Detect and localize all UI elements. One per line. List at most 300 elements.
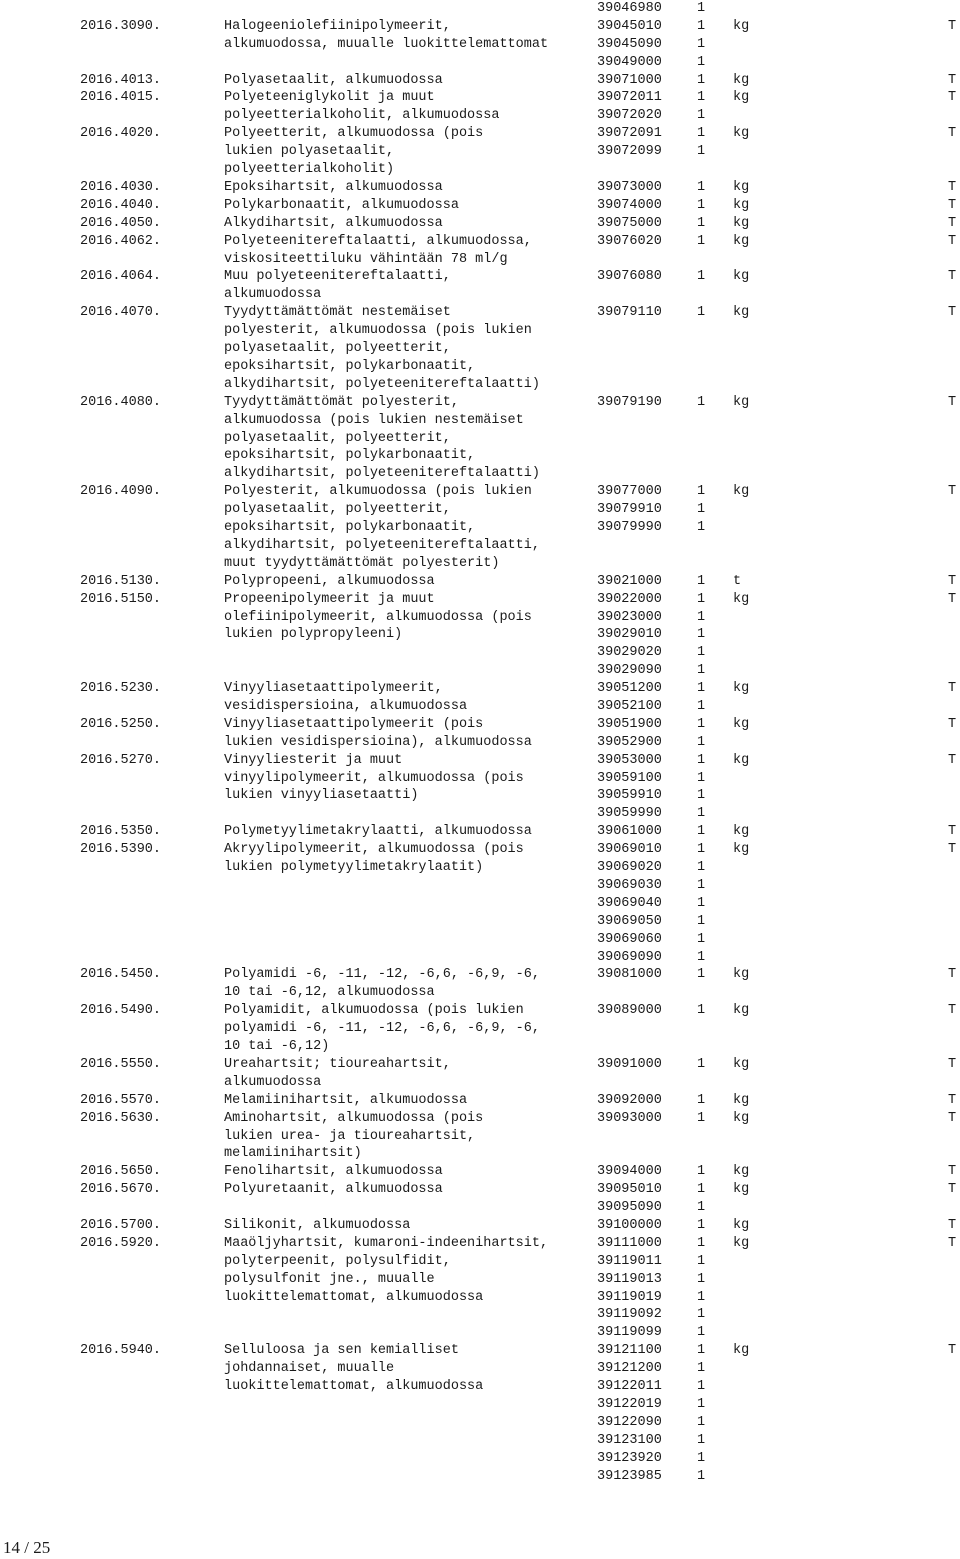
quantity-value: 1 bbox=[697, 967, 706, 983]
cn-codes-line: 39111000 bbox=[597, 1235, 662, 1251]
table-row bbox=[0, 752, 960, 824]
cn-codes-line: 39069090 bbox=[597, 949, 662, 965]
table-row bbox=[0, 268, 960, 304]
cn-codes bbox=[597, 1002, 662, 1020]
cn-codes-line: 39122090 bbox=[597, 1414, 662, 1430]
cn-codes-line: 39059990 bbox=[597, 806, 662, 822]
quantity-value: 1 bbox=[697, 1289, 706, 1305]
quantity-column bbox=[697, 1217, 705, 1235]
table-row bbox=[0, 0, 960, 18]
product-description bbox=[224, 1342, 483, 1396]
cn-codes-line: 39069020 bbox=[597, 860, 662, 876]
unit: t bbox=[733, 573, 742, 589]
cn-codes-line: 39073000 bbox=[597, 179, 662, 195]
product-code: 2016.4030. bbox=[80, 179, 162, 195]
product-code: 2016.5570. bbox=[80, 1092, 162, 1108]
cn-codes bbox=[597, 483, 662, 537]
quantity-column bbox=[697, 304, 705, 322]
product-code: 2016.5630. bbox=[80, 1110, 162, 1126]
product-code: 2016.4064. bbox=[80, 269, 162, 285]
type-flag: T bbox=[948, 752, 957, 768]
quantity-value: 1 bbox=[697, 645, 706, 661]
product-description-line: Melamiinihartsit, alkumuodossa bbox=[224, 1092, 468, 1108]
table-row bbox=[0, 483, 960, 573]
cn-codes bbox=[597, 1235, 662, 1342]
table-row bbox=[0, 823, 960, 841]
product-description-line: polyasetaalit, polyeetterit, bbox=[224, 341, 451, 356]
product-description bbox=[224, 268, 451, 304]
type-flag: T bbox=[948, 842, 957, 858]
product-description-line: Alkydihartsit, alkumuodossa bbox=[224, 215, 443, 231]
quantity-value: 1 bbox=[697, 1414, 706, 1430]
unit: kg bbox=[733, 90, 750, 106]
cn-codes-line: 39022000 bbox=[597, 591, 662, 607]
quantity-column bbox=[697, 483, 705, 537]
product-description-line: Akryylipolymeerit, alkumuodossa (pois bbox=[224, 842, 524, 858]
cn-codes bbox=[597, 215, 662, 233]
quantity-column bbox=[697, 233, 705, 251]
quantity-value: 1 bbox=[697, 860, 706, 876]
type-flag: T bbox=[948, 1182, 957, 1198]
cn-codes bbox=[597, 591, 662, 680]
product-description-line: vesidispersioina, alkumuodossa bbox=[224, 699, 468, 714]
table-row bbox=[0, 680, 960, 716]
product-description-line: lukien polyasetaalit, bbox=[224, 144, 395, 160]
product-description-line: epoksihartsit, polykarbonaatit, bbox=[224, 520, 476, 535]
table-row bbox=[0, 215, 960, 233]
product-description-line: Maaöljyhartsit, kumaroni-indeenihartsit, bbox=[224, 1235, 549, 1251]
cn-codes-line: 39093000 bbox=[597, 1110, 662, 1126]
product-code: 2016.3090. bbox=[80, 18, 162, 34]
type-flag: T bbox=[948, 215, 957, 231]
quantity-value: 1 bbox=[697, 233, 706, 249]
quantity-value: 1 bbox=[697, 1056, 706, 1072]
product-description bbox=[224, 966, 540, 1002]
type-flag: T bbox=[948, 1218, 957, 1234]
unit: kg bbox=[733, 1343, 750, 1359]
unit: kg bbox=[733, 1235, 750, 1251]
product-description-line: lukien vinyyliasetaatti) bbox=[224, 788, 419, 804]
quantity-column bbox=[697, 215, 705, 233]
product-description bbox=[224, 89, 499, 125]
cn-codes bbox=[597, 304, 662, 322]
cn-codes-line: 39079990 bbox=[597, 520, 662, 535]
product-description-line: Ureahartsit; tioureahartsit, bbox=[224, 1056, 451, 1072]
type-flag: T bbox=[948, 197, 957, 213]
product-code: 2016.4080. bbox=[80, 394, 162, 410]
cn-codes-line: 39095010 bbox=[597, 1182, 662, 1198]
quantity-value: 1 bbox=[697, 1218, 706, 1234]
cn-codes-line: 39071000 bbox=[597, 72, 662, 88]
cn-codes-line: 39121200 bbox=[597, 1361, 662, 1377]
quantity-value: 1 bbox=[697, 1253, 706, 1269]
product-code: 2016.5150. bbox=[80, 591, 162, 607]
cn-codes bbox=[597, 1110, 662, 1128]
product-description-line: olefiinipolymeerit, alkumuodossa (pois bbox=[224, 609, 532, 625]
product-description-line: epoksihartsit, polykarbonaatit, bbox=[224, 358, 476, 374]
quantity-column bbox=[697, 0, 705, 18]
quantity-value: 1 bbox=[697, 520, 706, 535]
cn-codes-line: 39074000 bbox=[597, 197, 662, 213]
cn-codes bbox=[597, 394, 662, 412]
unit: kg bbox=[733, 1164, 750, 1180]
product-description bbox=[224, 18, 548, 54]
cn-codes-line: 39077000 bbox=[597, 484, 662, 500]
cn-codes bbox=[597, 125, 662, 161]
product-description bbox=[224, 1235, 548, 1307]
table-row bbox=[0, 72, 960, 90]
quantity-value: 1 bbox=[697, 1432, 706, 1448]
quantity-value: 1 bbox=[697, 1271, 706, 1287]
cn-codes bbox=[597, 18, 662, 72]
product-description-line: Polymetyylimetakrylaatti, alkumuodossa bbox=[224, 824, 532, 840]
quantity-column bbox=[697, 823, 705, 841]
product-description-line: Vinyyliasetaattipolymeerit (pois bbox=[224, 716, 484, 732]
quantity-value: 1 bbox=[697, 215, 706, 231]
quantity-value: 1 bbox=[697, 824, 706, 840]
product-description-line: alkumuodossa, muualle luokittelemattomat bbox=[224, 36, 549, 52]
quantity-value: 1 bbox=[697, 573, 706, 589]
product-description-line: Polyeteeniglykolit ja muut bbox=[224, 90, 435, 106]
table-row bbox=[0, 841, 960, 966]
unit: kg bbox=[733, 967, 750, 983]
quantity-column bbox=[697, 752, 705, 824]
quantity-value: 1 bbox=[697, 1164, 706, 1180]
product-code: 2016.5130. bbox=[80, 573, 162, 589]
cn-codes-line: 39100000 bbox=[597, 1218, 662, 1234]
product-code: 2016.4040. bbox=[80, 197, 162, 213]
cn-codes bbox=[597, 752, 662, 824]
quantity-value: 1 bbox=[697, 877, 706, 893]
page-number: 14 / 25 bbox=[3, 1538, 51, 1557]
product-description-line: Aminohartsit, alkumuodossa (pois bbox=[224, 1110, 484, 1126]
product-description-line: melamiinihartsit) bbox=[224, 1146, 362, 1162]
quantity-value: 1 bbox=[697, 269, 706, 285]
cn-codes bbox=[597, 1163, 662, 1181]
quantity-column bbox=[697, 573, 705, 591]
cn-codes-line: 39095090 bbox=[597, 1200, 662, 1216]
product-description bbox=[224, 179, 443, 197]
cn-codes bbox=[597, 72, 662, 90]
unit: kg bbox=[733, 591, 750, 607]
product-code: 2016.5390. bbox=[80, 842, 162, 858]
quantity-value: 1 bbox=[697, 484, 706, 500]
quantity-column bbox=[697, 966, 705, 984]
table-row bbox=[0, 1092, 960, 1110]
quantity-value: 1 bbox=[697, 949, 706, 965]
product-description-line: vinyylipolymeerit, alkumuodossa (pois bbox=[224, 770, 524, 786]
quantity-value: 1 bbox=[697, 1307, 706, 1323]
product-description bbox=[224, 483, 540, 572]
product-description-line: polyeetterialkoholit, alkumuodossa bbox=[224, 108, 500, 124]
type-flag: T bbox=[948, 305, 957, 321]
product-description-line: Polyasetaalit, alkumuodossa bbox=[224, 72, 443, 88]
quantity-value: 1 bbox=[697, 752, 706, 768]
type-flag: T bbox=[948, 1003, 957, 1019]
cn-codes-line: 39123100 bbox=[597, 1432, 662, 1448]
cn-codes-line: 39091000 bbox=[597, 1056, 662, 1072]
product-code: 2016.4050. bbox=[80, 215, 162, 231]
quantity-value: 1 bbox=[697, 108, 706, 124]
table-row bbox=[0, 573, 960, 591]
type-flag: T bbox=[948, 716, 957, 732]
product-code: 2016.5490. bbox=[80, 1003, 162, 1019]
quantity-value: 1 bbox=[697, 1450, 706, 1466]
cn-codes-line: 39069010 bbox=[597, 842, 662, 858]
quantity-value: 1 bbox=[697, 609, 706, 625]
unit: kg bbox=[733, 1003, 750, 1019]
quantity-value: 1 bbox=[697, 1379, 706, 1395]
product-description-line: polyasetaalit, polyeetterit, bbox=[224, 430, 451, 446]
quantity-column bbox=[697, 268, 705, 286]
product-description bbox=[224, 1056, 451, 1092]
unit: kg bbox=[733, 215, 750, 231]
cn-codes-line: 39061000 bbox=[597, 824, 662, 840]
product-code: 2016.5450. bbox=[80, 967, 162, 983]
quantity-value: 1 bbox=[697, 144, 706, 160]
cn-codes bbox=[597, 1342, 662, 1485]
product-description-line: lukien vesidispersioina), alkumuodossa bbox=[224, 734, 532, 750]
cn-codes-line: 39076080 bbox=[597, 269, 662, 285]
product-description-line: luokittelemattomat, alkumuodossa bbox=[224, 1379, 484, 1395]
type-flag: T bbox=[948, 1164, 957, 1180]
quantity-value: 1 bbox=[697, 681, 706, 697]
quantity-column bbox=[697, 591, 705, 680]
product-description bbox=[224, 752, 524, 806]
product-description bbox=[224, 125, 483, 179]
product-description bbox=[224, 573, 435, 591]
cn-codes bbox=[597, 573, 662, 591]
cn-codes-line: 39052100 bbox=[597, 699, 662, 714]
cn-codes-line: 39052900 bbox=[597, 734, 662, 750]
product-description bbox=[224, 1217, 410, 1235]
product-description-line: johdannaiset, muualle bbox=[224, 1361, 395, 1377]
quantity-value: 1 bbox=[697, 1200, 706, 1216]
table-row bbox=[0, 18, 960, 72]
quantity-value: 1 bbox=[697, 1343, 706, 1359]
product-description-line: Polyesterit, alkumuodossa (pois lukien bbox=[224, 484, 532, 500]
product-description bbox=[224, 823, 532, 841]
cn-codes-line: 39079110 bbox=[597, 305, 662, 321]
cn-codes-line: 39069060 bbox=[597, 931, 662, 947]
table-row bbox=[0, 716, 960, 752]
quantity-value: 1 bbox=[697, 18, 706, 34]
cn-codes-line: 39072091 bbox=[597, 126, 662, 142]
table-row bbox=[0, 1217, 960, 1235]
unit: kg bbox=[733, 1092, 750, 1108]
cn-codes-line: 39046980 bbox=[597, 1, 662, 16]
type-flag: T bbox=[948, 1235, 957, 1251]
product-description-line: lukien urea- ja tioureahartsit, bbox=[224, 1128, 476, 1144]
quantity-value: 1 bbox=[697, 72, 706, 88]
cn-codes-line: 39069050 bbox=[597, 913, 662, 929]
unit: kg bbox=[733, 233, 750, 249]
cn-codes-line: 39059100 bbox=[597, 770, 662, 786]
cn-codes bbox=[597, 966, 662, 984]
cn-codes-line: 39029020 bbox=[597, 645, 662, 661]
cn-codes-line: 39094000 bbox=[597, 1164, 662, 1180]
product-code: 2016.4062. bbox=[80, 233, 162, 249]
cn-codes-line: 39079910 bbox=[597, 502, 662, 518]
cn-codes-line: 39119092 bbox=[597, 1307, 662, 1323]
cn-codes bbox=[597, 680, 662, 716]
type-flag: T bbox=[948, 179, 957, 195]
product-description-line: alkydihartsit, polyeteenitereftalaatti) bbox=[224, 376, 540, 392]
table-row bbox=[0, 197, 960, 215]
type-flag: T bbox=[948, 18, 957, 34]
quantity-value: 1 bbox=[697, 502, 706, 518]
product-description-line: epoksihartsit, polykarbonaatit, bbox=[224, 448, 476, 464]
product-description-line: polyasetaalit, polyeetterit, bbox=[224, 502, 451, 518]
cn-codes-line: 39079190 bbox=[597, 394, 662, 410]
product-description-line: viskositeettiluku vähintään 78 ml/g bbox=[224, 251, 508, 267]
unit: kg bbox=[733, 681, 750, 697]
cn-codes bbox=[597, 1092, 662, 1110]
quantity-column bbox=[697, 72, 705, 90]
product-description-line: Epoksihartsit, alkumuodossa bbox=[224, 179, 443, 195]
product-description-line: 10 tai -6,12) bbox=[224, 1039, 330, 1055]
product-code: 2016.5650. bbox=[80, 1164, 162, 1180]
product-description bbox=[224, 1002, 540, 1056]
quantity-column bbox=[697, 1002, 705, 1020]
quantity-value: 1 bbox=[697, 1, 706, 16]
product-code: 2016.5700. bbox=[80, 1218, 162, 1234]
product-description-line: 10 tai -6,12, alkumuodossa bbox=[224, 985, 435, 1001]
unit: kg bbox=[733, 269, 750, 285]
cn-codes-line: 39053000 bbox=[597, 752, 662, 768]
cn-codes bbox=[597, 0, 662, 18]
quantity-value: 1 bbox=[697, 842, 706, 858]
cn-codes-line: 39072011 bbox=[597, 90, 662, 106]
quantity-value: 1 bbox=[697, 788, 706, 804]
product-description-line: polysulfonit jne., muualle bbox=[224, 1271, 435, 1287]
product-code: 2016.4015. bbox=[80, 90, 162, 106]
product-description-line: Fenolihartsit, alkumuodossa bbox=[224, 1164, 443, 1180]
table-row bbox=[0, 233, 960, 269]
product-description-line: Vinyyliesterit ja muut bbox=[224, 752, 403, 768]
quantity-value: 1 bbox=[697, 734, 706, 750]
quantity-value: 1 bbox=[697, 627, 706, 643]
cn-codes-line: 39089000 bbox=[597, 1003, 662, 1019]
type-flag: T bbox=[948, 72, 957, 88]
table-row bbox=[0, 1342, 960, 1485]
cn-codes-line: 39069030 bbox=[597, 877, 662, 893]
product-description-line: Selluloosa ja sen kemialliset bbox=[224, 1343, 459, 1359]
quantity-column bbox=[697, 394, 705, 412]
cn-codes-line: 39123920 bbox=[597, 1450, 662, 1466]
cn-codes-line: 39121100 bbox=[597, 1343, 662, 1359]
quantity-value: 1 bbox=[697, 1092, 706, 1108]
quantity-value: 1 bbox=[697, 197, 706, 213]
unit: kg bbox=[733, 824, 750, 840]
type-flag: T bbox=[948, 126, 957, 142]
product-description-line: Polyamidit, alkumuodossa (pois lukien bbox=[224, 1003, 524, 1019]
product-code: 2016.4013. bbox=[80, 72, 162, 88]
cn-codes-line: 39119013 bbox=[597, 1271, 662, 1287]
quantity-value: 1 bbox=[697, 126, 706, 142]
product-description bbox=[224, 1181, 443, 1199]
type-flag: T bbox=[948, 1343, 957, 1359]
product-description-line: polyeetterialkoholit) bbox=[224, 162, 395, 178]
product-description bbox=[224, 1163, 443, 1181]
unit: kg bbox=[733, 716, 750, 732]
product-code: 2016.5350. bbox=[80, 824, 162, 840]
cn-codes-line: 39119019 bbox=[597, 1289, 662, 1305]
cn-codes bbox=[597, 197, 662, 215]
table-row bbox=[0, 394, 960, 484]
table-row bbox=[0, 1002, 960, 1056]
quantity-value: 1 bbox=[697, 770, 706, 786]
product-description-line: Tyydyttämättömät nestemäiset bbox=[224, 305, 451, 321]
quantity-column bbox=[697, 197, 705, 215]
cn-codes-line: 39069040 bbox=[597, 895, 662, 911]
unit: kg bbox=[733, 1056, 750, 1072]
quantity-value: 1 bbox=[697, 1468, 706, 1484]
unit: kg bbox=[733, 126, 750, 142]
product-description bbox=[224, 591, 532, 645]
cn-codes-line: 39119011 bbox=[597, 1253, 662, 1269]
cn-codes-line: 39029010 bbox=[597, 627, 662, 643]
unit: kg bbox=[733, 752, 750, 768]
unit: kg bbox=[733, 842, 750, 858]
quantity-column bbox=[697, 125, 705, 161]
quantity-value: 1 bbox=[697, 716, 706, 732]
cn-codes-line: 39122011 bbox=[597, 1379, 662, 1395]
quantity-value: 1 bbox=[697, 699, 706, 714]
table-row bbox=[0, 1110, 960, 1164]
product-description bbox=[224, 716, 532, 752]
cn-codes-line: 39049000 bbox=[597, 54, 662, 70]
type-flag: T bbox=[948, 90, 957, 106]
quantity-value: 1 bbox=[697, 90, 706, 106]
product-description-line: lukien polypropyleeni) bbox=[224, 627, 403, 643]
cn-codes bbox=[597, 89, 662, 125]
quantity-value: 1 bbox=[697, 1361, 706, 1377]
quantity-value: 1 bbox=[697, 1235, 706, 1251]
quantity-value: 1 bbox=[697, 305, 706, 321]
cn-codes bbox=[597, 233, 662, 251]
product-description bbox=[224, 680, 467, 716]
quantity-column bbox=[697, 1110, 705, 1128]
type-flag: T bbox=[948, 967, 957, 983]
product-description-line: Polyamidi -6, -11, -12, -6,6, -6,9, -6, bbox=[224, 967, 540, 983]
product-code: 2016.4090. bbox=[80, 484, 162, 500]
cn-codes-line: 39059910 bbox=[597, 788, 662, 804]
quantity-value: 1 bbox=[697, 394, 706, 410]
quantity-column bbox=[697, 1235, 705, 1342]
cn-codes-line: 39081000 bbox=[597, 967, 662, 983]
table-row bbox=[0, 125, 960, 179]
product-description-line: alkumuodossa bbox=[224, 287, 322, 303]
cn-codes-line: 39092000 bbox=[597, 1092, 662, 1108]
quantity-value: 1 bbox=[697, 895, 706, 911]
cn-codes bbox=[597, 1056, 662, 1074]
cn-codes-line: 39023000 bbox=[597, 609, 662, 625]
cn-codes-line: 39029090 bbox=[597, 663, 662, 679]
quantity-column bbox=[697, 89, 705, 125]
type-flag: T bbox=[948, 484, 957, 500]
type-flag: T bbox=[948, 1110, 957, 1126]
quantity-column bbox=[697, 1056, 705, 1074]
unit: kg bbox=[733, 305, 750, 321]
cn-codes bbox=[597, 179, 662, 197]
table-row bbox=[0, 1163, 960, 1181]
product-description-line: Polykarbonaatit, alkumuodossa bbox=[224, 197, 459, 213]
table-row bbox=[0, 591, 960, 681]
unit: kg bbox=[733, 197, 750, 213]
product-description-line: Polypropeeni, alkumuodossa bbox=[224, 573, 435, 589]
product-description-line: polyesterit, alkumuodossa (pois lukien bbox=[224, 323, 532, 339]
